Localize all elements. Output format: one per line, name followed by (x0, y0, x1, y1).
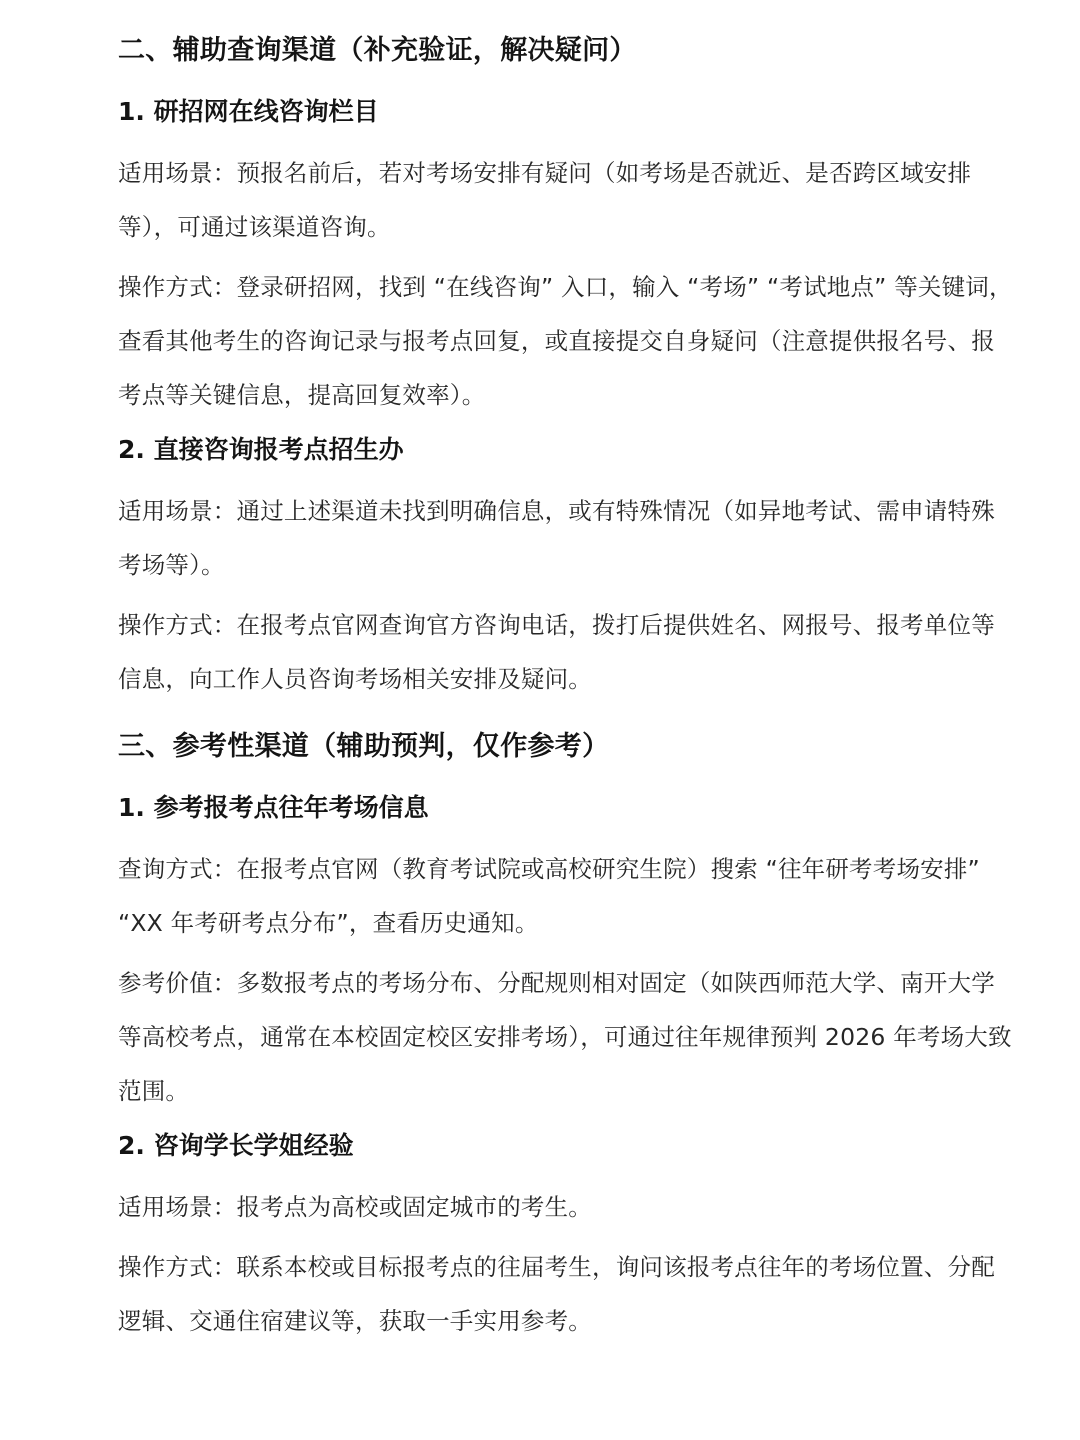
paragraph-admissions-office-scenario: 适用场景：通过上述渠道未找到明确信息，或有特殊情况（如异地考试、需申请特殊考场等）。 (118, 497, 995, 579)
subheading-past-exam-sites: 1. 参考报考点往年考场信息 (118, 793, 429, 822)
paragraph-online-consultation-scenario: 适用场景：预报名前后，若对考场安排有疑问（如考场是否就近、是否跨区域安排等），可通过该渠道咨询。 (118, 159, 972, 241)
subheading-senior-students: 2. 咨询学长学姐经验 (118, 1131, 354, 1160)
section-heading-auxiliary-channels: 二、辅助查询渠道（补充验证，解决疑问） (118, 35, 637, 66)
paragraph-online-consultation-method: 操作方式：登录研招网，找到 “在线咨询” 入口，输入 “考场” “考试地点” 等关键词，查看其他考生的咨询记录与报考点回复，或直接提交自身疑问（注意提供报名号、报考点等关键信息，提高回复效率）。 (118, 273, 1013, 409)
paragraph-past-exam-sites-query: 查询方式：在报考点官网（教育考试院或高校研究生院）搜索 “往年研考考场安排” “XX 年考研考点分布”，查看历史通知。 (118, 855, 980, 937)
paragraph-admissions-office-method: 操作方式：在报考点官网查询官方咨询电话，拨打后提供姓名、网报号、报考单位等信息，向工作人员咨询考场相关安排及疑问。 (118, 611, 995, 693)
section-heading-reference-channels: 三、参考性渠道（辅助预判，仅作参考） (118, 731, 610, 762)
subheading-online-consultation: 1. 研招网在线咨询栏目 (118, 97, 379, 126)
paragraph-senior-students-method: 操作方式：联系本校或目标报考点的往届考生，询问该报考点往年的考场位置、分配逻辑、交通住宿建议等，获取一手实用参考。 (118, 1253, 995, 1335)
subheading-admissions-office: 2. 直接咨询报考点招生办 (118, 435, 404, 464)
paragraph-past-exam-sites-value: 参考价值：多数报考点的考场分布、分配规则相对固定（如陕西师范大学、南开大学等高校考点，通常在本校固定校区安排考场），可通过往年规律预判 2026 年考场大致范围。 (118, 969, 1012, 1105)
paragraph-senior-students-scenario: 适用场景：报考点为高校或固定城市的考生。 (118, 1193, 592, 1221)
